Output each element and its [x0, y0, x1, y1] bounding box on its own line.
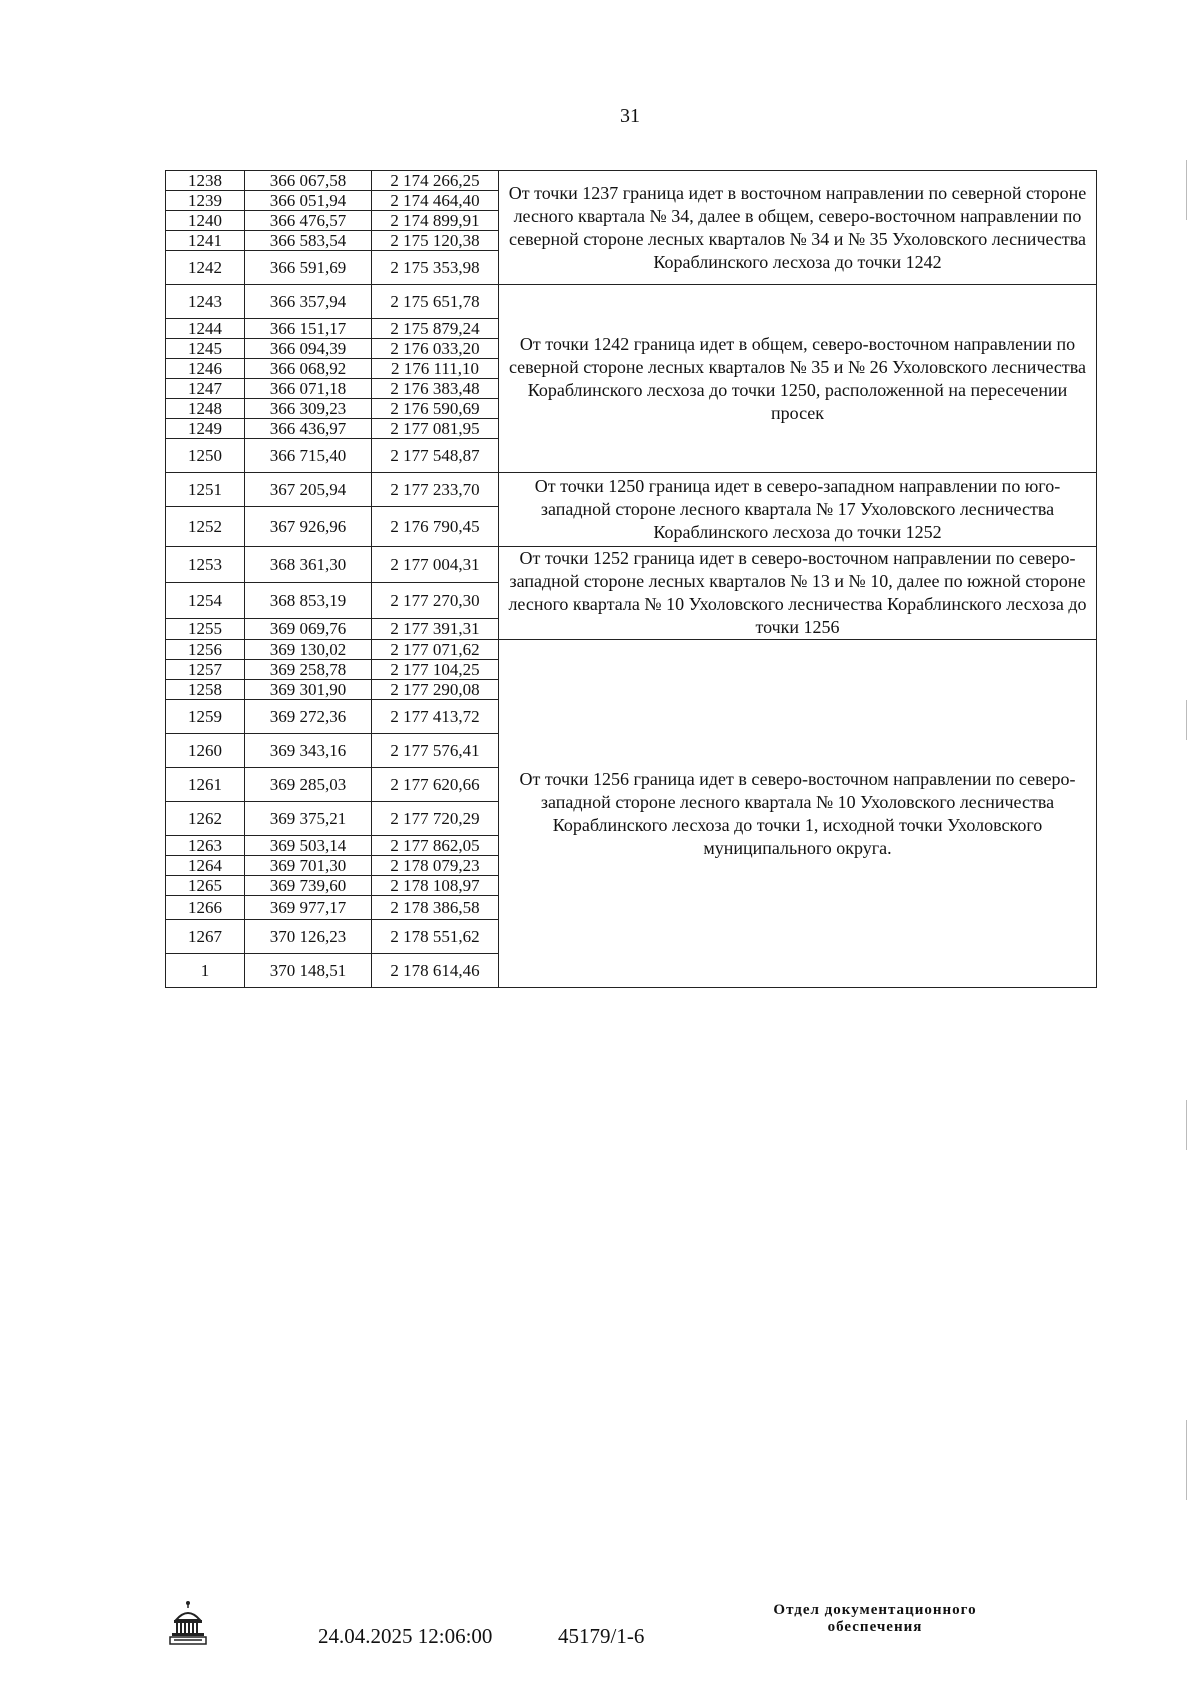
x-coordinate-cell: 368 361,30 [245, 547, 372, 583]
boundary-description-cell: От точки 1252 граница идет в северо-восточном направлении по северо-западной стороне лесных кварталов № 13 и № 10, далее по южной стороне лесного квартала № 10 Ухоловского лесничества Кораблинского лесхоза до точки 1256 [499, 547, 1097, 640]
x-coordinate-cell: 369 285,03 [245, 768, 372, 802]
point-number-cell: 1 [166, 954, 245, 988]
y-coordinate-cell: 2 177 391,31 [372, 618, 499, 639]
scan-margin-mark [1186, 160, 1187, 220]
y-coordinate-cell: 2 175 879,24 [372, 319, 499, 339]
footer-department-line2: обеспечения [827, 1619, 923, 1635]
point-number-cell: 1259 [166, 700, 245, 734]
table-row [166, 473, 1097, 507]
x-coordinate-cell: 366 309,23 [245, 399, 372, 419]
point-number-cell: 1255 [166, 618, 245, 639]
y-coordinate-cell: 2 177 620,66 [372, 768, 499, 802]
footer [0, 1600, 1200, 1660]
y-coordinate-cell: 2 177 576,41 [372, 734, 499, 768]
x-coordinate-cell: 366 476,57 [245, 211, 372, 231]
footer-department [730, 1602, 1020, 1636]
point-number-cell: 1242 [166, 251, 245, 285]
boundary-description-cell: От точки 1250 граница идет в северо-западном направлении по юго-западной стороне лесного квартала № 17 Ухоловского лесничества Кораблинского лесхоза до точки 1252 [499, 473, 1097, 547]
boundary-description-cell: От точки 1242 граница идет в общем, северо-восточном направлении по северной стороне лесных кварталов № 35 и № 26 Ухоловского лесничества Кораблинского лесхоза до точки 1250, расположенной на пересечении просек [499, 285, 1097, 473]
point-number-cell: 1257 [166, 660, 245, 680]
point-number-cell: 1262 [166, 802, 245, 836]
point-number-cell: 1261 [166, 768, 245, 802]
x-coordinate-cell: 368 853,19 [245, 582, 372, 618]
y-coordinate-cell: 2 178 551,62 [372, 920, 499, 954]
y-coordinate-cell: 2 177 413,72 [372, 700, 499, 734]
x-coordinate-cell: 369 272,36 [245, 700, 372, 734]
point-number-cell: 1246 [166, 359, 245, 379]
point-number-cell: 1260 [166, 734, 245, 768]
y-coordinate-cell: 2 177 720,29 [372, 802, 499, 836]
y-coordinate-cell: 2 177 548,87 [372, 439, 499, 473]
table-row [166, 171, 1097, 191]
point-number-cell: 1251 [166, 473, 245, 507]
x-coordinate-cell: 366 583,54 [245, 231, 372, 251]
y-coordinate-cell: 2 176 111,10 [372, 359, 499, 379]
duma-building-icon [168, 1600, 208, 1646]
point-number-cell: 1254 [166, 582, 245, 618]
x-coordinate-cell: 366 051,94 [245, 191, 372, 211]
point-number-cell: 1249 [166, 419, 245, 439]
table-row [166, 285, 1097, 319]
x-coordinate-cell: 369 069,76 [245, 618, 372, 639]
y-coordinate-cell: 2 175 651,78 [372, 285, 499, 319]
point-number-cell: 1266 [166, 896, 245, 920]
x-coordinate-cell: 366 068,92 [245, 359, 372, 379]
y-coordinate-cell: 2 177 290,08 [372, 680, 499, 700]
x-coordinate-cell: 366 094,39 [245, 339, 372, 359]
y-coordinate-cell: 2 175 120,38 [372, 231, 499, 251]
x-coordinate-cell: 370 148,51 [245, 954, 372, 988]
y-coordinate-cell: 2 174 899,91 [372, 211, 499, 231]
x-coordinate-cell: 369 739,60 [245, 876, 372, 896]
coordinates-table-body [166, 171, 1097, 988]
y-coordinate-cell: 2 177 104,25 [372, 660, 499, 680]
x-coordinate-cell: 366 151,17 [245, 319, 372, 339]
x-coordinate-cell: 369 130,02 [245, 640, 372, 660]
x-coordinate-cell: 366 715,40 [245, 439, 372, 473]
y-coordinate-cell: 2 176 790,45 [372, 507, 499, 547]
y-coordinate-cell: 2 177 081,95 [372, 419, 499, 439]
x-coordinate-cell: 369 375,21 [245, 802, 372, 836]
scan-margin-mark [1186, 1100, 1187, 1150]
y-coordinate-cell: 2 175 353,98 [372, 251, 499, 285]
x-coordinate-cell: 369 503,14 [245, 836, 372, 856]
x-coordinate-cell: 366 071,18 [245, 379, 372, 399]
point-number-cell: 1265 [166, 876, 245, 896]
y-coordinate-cell: 2 176 383,48 [372, 379, 499, 399]
point-number-cell: 1252 [166, 507, 245, 547]
point-number-cell: 1241 [166, 231, 245, 251]
coordinates-table [165, 170, 1097, 988]
point-number-cell: 1238 [166, 171, 245, 191]
x-coordinate-cell: 367 205,94 [245, 473, 372, 507]
point-number-cell: 1263 [166, 836, 245, 856]
table-row [166, 640, 1097, 660]
x-coordinate-cell: 370 126,23 [245, 920, 372, 954]
table-row [166, 547, 1097, 583]
boundary-description-cell: От точки 1237 граница идет в восточном направлении по северной стороне лесного квартала № 34, далее в общем, северо-восточном направлении по северной стороне лесных кварталов № 34 и № 35 Ухоловского лесничества Кораблинского лесхоза до точки 1242 [499, 171, 1097, 285]
boundary-description-cell: От точки 1256 граница идет в северо-восточном направлении по северо-западной стороне лесного квартала № 10 Ухоловского лесничества Кораблинского лесхоза до точки 1, исходной точки Ухоловского муниципального округа. [499, 640, 1097, 988]
point-number-cell: 1264 [166, 856, 245, 876]
page-number: 31 [620, 105, 640, 127]
point-number-cell: 1250 [166, 439, 245, 473]
point-number-cell: 1243 [166, 285, 245, 319]
y-coordinate-cell: 2 178 108,97 [372, 876, 499, 896]
y-coordinate-cell: 2 177 004,31 [372, 547, 499, 583]
point-number-cell: 1245 [166, 339, 245, 359]
x-coordinate-cell: 366 591,69 [245, 251, 372, 285]
x-coordinate-cell: 369 301,90 [245, 680, 372, 700]
footer-date: 24.04.2025 12:06:00 [318, 1624, 493, 1648]
x-coordinate-cell: 369 258,78 [245, 660, 372, 680]
x-coordinate-cell: 369 977,17 [245, 896, 372, 920]
y-coordinate-cell: 2 177 270,30 [372, 582, 499, 618]
y-coordinate-cell: 2 174 266,25 [372, 171, 499, 191]
y-coordinate-cell: 2 177 233,70 [372, 473, 499, 507]
y-coordinate-cell: 2 178 079,23 [372, 856, 499, 876]
x-coordinate-cell: 366 067,58 [245, 171, 372, 191]
point-number-cell: 1244 [166, 319, 245, 339]
x-coordinate-cell: 369 701,30 [245, 856, 372, 876]
point-number-cell: 1256 [166, 640, 245, 660]
x-coordinate-cell: 366 357,94 [245, 285, 372, 319]
point-number-cell: 1267 [166, 920, 245, 954]
scan-margin-mark [1186, 700, 1187, 740]
x-coordinate-cell: 369 343,16 [245, 734, 372, 768]
point-number-cell: 1253 [166, 547, 245, 583]
point-number-cell: 1248 [166, 399, 245, 419]
y-coordinate-cell: 2 174 464,40 [372, 191, 499, 211]
footer-department-line1: Отдел документационного [773, 1602, 977, 1618]
footer-doc-number: 45179/1-6 [558, 1624, 645, 1648]
scan-margin-mark [1186, 1420, 1187, 1500]
point-number-cell: 1258 [166, 680, 245, 700]
x-coordinate-cell: 367 926,96 [245, 507, 372, 547]
y-coordinate-cell: 2 177 862,05 [372, 836, 499, 856]
y-coordinate-cell: 2 178 614,46 [372, 954, 499, 988]
point-number-cell: 1239 [166, 191, 245, 211]
y-coordinate-cell: 2 176 033,20 [372, 339, 499, 359]
y-coordinate-cell: 2 177 071,62 [372, 640, 499, 660]
point-number-cell: 1247 [166, 379, 245, 399]
y-coordinate-cell: 2 176 590,69 [372, 399, 499, 419]
point-number-cell: 1240 [166, 211, 245, 231]
x-coordinate-cell: 366 436,97 [245, 419, 372, 439]
y-coordinate-cell: 2 178 386,58 [372, 896, 499, 920]
